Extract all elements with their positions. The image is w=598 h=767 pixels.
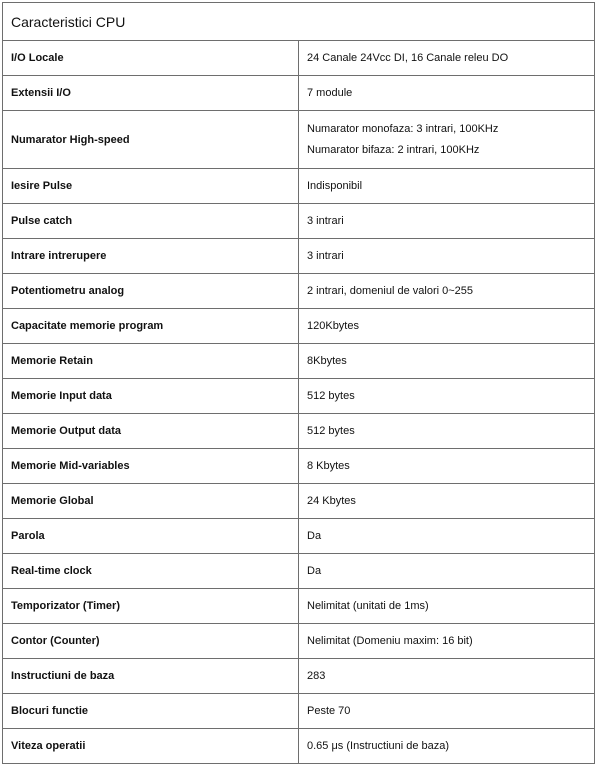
cpu-specs-table (2, 2, 595, 764)
row-label: Instructiuni de baza (3, 659, 299, 694)
row-value: 24 Kbytes (299, 484, 595, 519)
row-value: 283 (299, 659, 595, 694)
row-value: 512 bytes (299, 414, 595, 449)
row-label: Blocuri functie (3, 694, 299, 729)
row-label: Viteza operatii (3, 729, 299, 764)
row-label: Contor (Counter) (3, 624, 299, 659)
row-value: 512 bytes (299, 379, 595, 414)
row-value-line: Numarator monofaza: 3 intrari, 100KHz (307, 122, 499, 135)
row-value: Peste 70 (299, 694, 595, 729)
table-row (3, 344, 595, 379)
row-label: Extensii I/O (3, 76, 299, 111)
row-value: Nelimitat (Domeniu maxim: 16 bit) (299, 624, 595, 659)
table-header: Caracteristici CPU (3, 3, 595, 41)
table-row (3, 41, 595, 76)
table-row (3, 111, 595, 169)
table-row (3, 729, 595, 764)
table-row (3, 76, 595, 111)
cpu-specs-table-container (2, 2, 595, 764)
row-value: Nelimitat (unitati de 1ms) (299, 589, 595, 624)
row-value: 3 intrari (299, 239, 595, 274)
table-row (3, 309, 595, 344)
row-label: Memorie Input data (3, 379, 299, 414)
row-label: Potentiometru analog (3, 274, 299, 309)
row-value: Indisponibil (299, 169, 595, 204)
row-label: Iesire Pulse (3, 169, 299, 204)
row-label: Memorie Mid-variables (3, 449, 299, 484)
row-label: Memorie Output data (3, 414, 299, 449)
row-value: 24 Canale 24Vcc DI, 16 Canale releu DO (299, 41, 595, 76)
row-label: Memorie Global (3, 484, 299, 519)
table-row (3, 659, 595, 694)
row-label: Parola (3, 519, 299, 554)
row-label: Temporizator (Timer) (3, 589, 299, 624)
table-row (3, 169, 595, 204)
row-value: 7 module (299, 76, 595, 111)
table-row (3, 379, 595, 414)
table-row (3, 484, 595, 519)
row-value: 8Kbytes (299, 344, 595, 379)
table-row (3, 274, 595, 309)
row-value: 2 intrari, domeniul de valori 0~255 (299, 274, 595, 309)
row-label: Memorie Retain (3, 344, 299, 379)
row-value (299, 111, 595, 169)
row-value: 8 Kbytes (299, 449, 595, 484)
row-value: Da (299, 519, 595, 554)
row-label: Capacitate memorie program (3, 309, 299, 344)
table-row (3, 694, 595, 729)
table-row (3, 554, 595, 589)
row-value: 120Kbytes (299, 309, 595, 344)
table-row (3, 239, 595, 274)
row-label: Real-time clock (3, 554, 299, 589)
row-label: Pulse catch (3, 204, 299, 239)
row-value-line: Numarator bifaza: 2 intrari, 100KHz (307, 143, 480, 156)
table-row (3, 414, 595, 449)
row-label: Intrare intrerupere (3, 239, 299, 274)
table-row (3, 624, 595, 659)
table-row (3, 589, 595, 624)
row-value: 0.65 μs (Instructiuni de baza) (299, 729, 595, 764)
table-row (3, 519, 595, 554)
row-label: Numarator High-speed (3, 111, 299, 169)
row-value: Da (299, 554, 595, 589)
table-row (3, 449, 595, 484)
table-row (3, 204, 595, 239)
row-label: I/O Locale (3, 41, 299, 76)
row-value: 3 intrari (299, 204, 595, 239)
